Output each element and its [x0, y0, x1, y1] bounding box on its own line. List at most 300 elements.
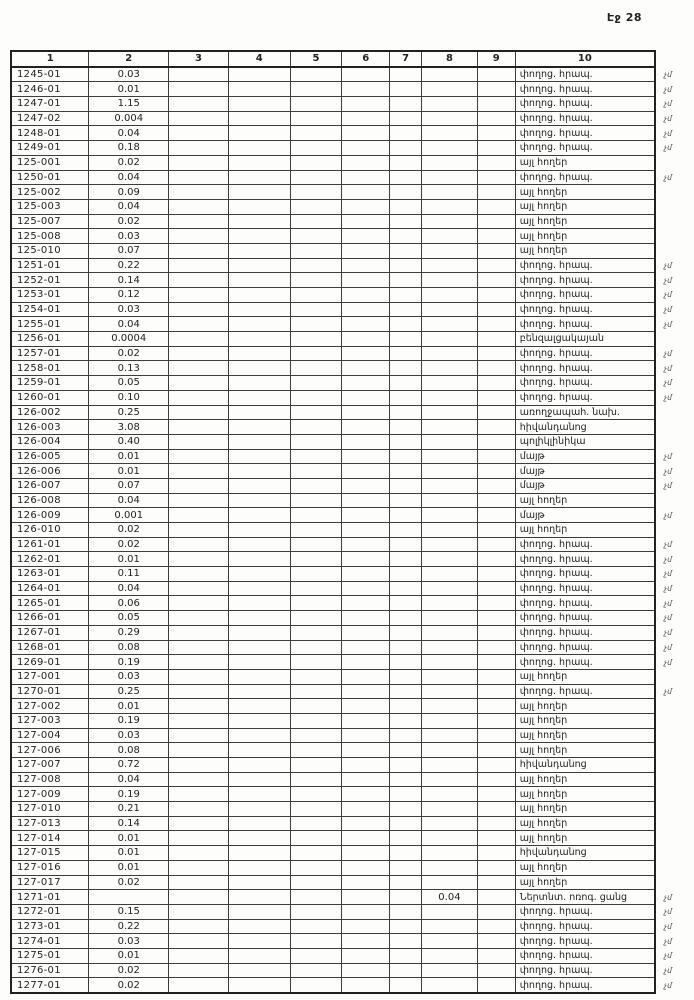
- table-row: [11, 449, 693, 464]
- margin-note: [655, 831, 693, 846]
- cell-area: 0.04: [89, 493, 169, 508]
- cell-col6: [342, 434, 390, 449]
- cell-area: 0.08: [89, 743, 169, 758]
- cell-col3: [169, 948, 229, 963]
- cell-col4: [228, 728, 290, 743]
- cell-col9: [477, 816, 515, 831]
- cell-land-category: փողոց. հրապ.: [515, 82, 655, 97]
- cell-col4: [228, 170, 290, 185]
- cell-col8: [422, 199, 478, 214]
- cell-col9: [477, 317, 515, 332]
- cell-area: 0.13: [89, 361, 169, 376]
- cell-parcel-code: 126-005: [11, 449, 89, 464]
- cell-col7: [390, 302, 422, 317]
- cell-land-category: հիվանդանոց: [515, 420, 655, 435]
- cell-col6: [342, 361, 390, 376]
- cell-col9: [477, 669, 515, 684]
- cell-col3: [169, 199, 229, 214]
- cell-col4: [228, 405, 290, 420]
- cell-col4: [228, 199, 290, 214]
- cell-col8: [422, 978, 478, 993]
- cell-col3: [169, 449, 229, 464]
- margin-note: [655, 405, 693, 420]
- cell-parcel-code: 1266-01: [11, 611, 89, 626]
- cell-col8: [422, 302, 478, 317]
- cell-col7: [390, 904, 422, 919]
- cell-col6: [342, 243, 390, 258]
- cell-area: 0.04: [89, 317, 169, 332]
- cell-col7: [390, 772, 422, 787]
- column-header: 8: [422, 51, 478, 67]
- cell-land-category: փողոց. հրապ.: [515, 376, 655, 391]
- cell-parcel-code: 1251-01: [11, 258, 89, 273]
- cell-col8: [422, 185, 478, 200]
- cell-col6: [342, 199, 390, 214]
- cell-parcel-code: 126-009: [11, 508, 89, 523]
- cell-col7: [390, 596, 422, 611]
- cell-col6: [342, 111, 390, 126]
- cell-parcel-code: 1248-01: [11, 126, 89, 141]
- cell-col3: [169, 420, 229, 435]
- cell-col4: [228, 963, 290, 978]
- margin-note: չմ: [664, 128, 672, 138]
- cell-col8: [422, 82, 478, 97]
- cell-col6: [342, 860, 390, 875]
- cell-land-category: փողոց. հրապ.: [515, 567, 655, 582]
- cell-col7: [390, 963, 422, 978]
- cell-col8: [422, 449, 478, 464]
- cell-col9: [477, 214, 515, 229]
- margin-note: չմ: [664, 275, 672, 285]
- cell-col6: [342, 802, 390, 817]
- cell-col5: [290, 802, 342, 817]
- cell-col3: [169, 611, 229, 626]
- cell-col3: [169, 82, 229, 97]
- cell-col3: [169, 831, 229, 846]
- cell-land-category: այլ հողեր: [515, 772, 655, 787]
- cell-land-category: առողջապահ. նախ.: [515, 405, 655, 420]
- cell-col3: [169, 699, 229, 714]
- cell-land-category: մայթ: [515, 508, 655, 523]
- cell-col5: [290, 111, 342, 126]
- cell-col9: [477, 273, 515, 288]
- cell-col3: [169, 185, 229, 200]
- cell-col6: [342, 214, 390, 229]
- cell-col4: [228, 552, 290, 567]
- table-row: [11, 170, 693, 185]
- cell-col6: [342, 831, 390, 846]
- cell-col8: [422, 332, 478, 347]
- cell-area: 0.05: [89, 611, 169, 626]
- margin-note: չմ: [664, 657, 672, 667]
- column-header: 5: [290, 51, 342, 67]
- cell-area: 0.04: [89, 581, 169, 596]
- cell-col7: [390, 464, 422, 479]
- cell-col9: [477, 699, 515, 714]
- cell-col6: [342, 890, 390, 905]
- cell-col6: [342, 758, 390, 773]
- cell-col8: [422, 875, 478, 890]
- table-row: [11, 875, 693, 890]
- cell-area: [89, 890, 169, 905]
- cell-area: 0.19: [89, 713, 169, 728]
- cell-col6: [342, 611, 390, 626]
- header-row: [11, 51, 693, 67]
- cell-parcel-code: 125-003: [11, 199, 89, 214]
- cell-col7: [390, 758, 422, 773]
- cell-col7: [390, 111, 422, 126]
- cell-col5: [290, 288, 342, 303]
- cell-col9: [477, 390, 515, 405]
- cell-col3: [169, 523, 229, 538]
- cell-col8: [422, 478, 478, 493]
- cell-col5: [290, 170, 342, 185]
- margin-note: չմ: [664, 569, 672, 579]
- cell-col4: [228, 288, 290, 303]
- cell-col4: [228, 111, 290, 126]
- margin-note: չմ: [664, 114, 672, 124]
- cell-col5: [290, 229, 342, 244]
- cell-parcel-code: 1268-01: [11, 640, 89, 655]
- cell-area: 0.09: [89, 185, 169, 200]
- cell-col4: [228, 317, 290, 332]
- cell-land-category: փողոց. հրապ.: [515, 67, 655, 82]
- margin-note: [655, 758, 693, 773]
- cell-col7: [390, 890, 422, 905]
- page-number-label: Էջ 28: [606, 11, 642, 24]
- cell-col4: [228, 713, 290, 728]
- cell-parcel-code: 127-002: [11, 699, 89, 714]
- cell-parcel-code: 1253-01: [11, 288, 89, 303]
- cell-col8: [422, 523, 478, 538]
- cell-area: 0.22: [89, 919, 169, 934]
- table-row: [11, 802, 693, 817]
- table-row: [11, 743, 693, 758]
- cell-col5: [290, 126, 342, 141]
- cell-col6: [342, 332, 390, 347]
- margin-note: չմ: [664, 613, 672, 623]
- cell-land-category: այլ հողեր: [515, 831, 655, 846]
- margin-note: [655, 434, 693, 449]
- cell-col9: [477, 846, 515, 861]
- cell-land-category: այլ հողեր: [515, 860, 655, 875]
- cell-col8: [422, 640, 478, 655]
- cell-col7: [390, 728, 422, 743]
- margin-note: չմ: [664, 466, 672, 476]
- cell-area: 0.02: [89, 155, 169, 170]
- cell-col4: [228, 934, 290, 949]
- cell-land-category: այլ հողեր: [515, 743, 655, 758]
- cell-land-category: փողոց. հրապ.: [515, 552, 655, 567]
- cell-col7: [390, 948, 422, 963]
- cell-parcel-code: 1250-01: [11, 170, 89, 185]
- margin-note: [655, 199, 693, 214]
- cell-col5: [290, 611, 342, 626]
- cell-col3: [169, 934, 229, 949]
- cell-col6: [342, 655, 390, 670]
- table-row: [11, 625, 693, 640]
- cell-area: 0.01: [89, 552, 169, 567]
- margin-note: չմ: [664, 892, 672, 902]
- cell-col3: [169, 508, 229, 523]
- cell-col8: 0.04: [422, 890, 478, 905]
- cell-parcel-code: 1246-01: [11, 82, 89, 97]
- cell-col3: [169, 243, 229, 258]
- table-row: [11, 655, 693, 670]
- cell-col4: [228, 772, 290, 787]
- cell-parcel-code: 127-017: [11, 875, 89, 890]
- cell-parcel-code: 127-010: [11, 802, 89, 817]
- table-row: [11, 713, 693, 728]
- cell-col4: [228, 126, 290, 141]
- cell-col8: [422, 493, 478, 508]
- cell-land-category: փողոց. հրապ.: [515, 948, 655, 963]
- cell-col4: [228, 155, 290, 170]
- cell-col5: [290, 420, 342, 435]
- cell-col7: [390, 405, 422, 420]
- cell-col9: [477, 155, 515, 170]
- cell-area: 0.14: [89, 273, 169, 288]
- cell-col9: [477, 302, 515, 317]
- table-row: [11, 405, 693, 420]
- cell-col8: [422, 948, 478, 963]
- margin-note: [655, 802, 693, 817]
- cell-parcel-code: 126-007: [11, 478, 89, 493]
- margin-note: չմ: [664, 951, 672, 961]
- cell-land-category: այլ հողեր: [515, 493, 655, 508]
- table-row: [11, 860, 693, 875]
- cell-col8: [422, 581, 478, 596]
- cell-col7: [390, 684, 422, 699]
- cell-area: 0.10: [89, 390, 169, 405]
- column-header: 7: [390, 51, 422, 67]
- cell-parcel-code: 1262-01: [11, 552, 89, 567]
- cell-col3: [169, 111, 229, 126]
- cell-col4: [228, 67, 290, 82]
- cell-col3: [169, 802, 229, 817]
- cell-col5: [290, 963, 342, 978]
- cell-col9: [477, 625, 515, 640]
- margin-note: [655, 229, 693, 244]
- margin-note: [655, 875, 693, 890]
- table-row: [11, 816, 693, 831]
- cell-col3: [169, 141, 229, 156]
- cell-col7: [390, 611, 422, 626]
- cell-col5: [290, 97, 342, 112]
- cell-col9: [477, 478, 515, 493]
- cell-col8: [422, 214, 478, 229]
- cell-area: 0.22: [89, 258, 169, 273]
- cell-col5: [290, 390, 342, 405]
- cell-col7: [390, 787, 422, 802]
- cell-col5: [290, 743, 342, 758]
- cell-area: 0.001: [89, 508, 169, 523]
- cell-col9: [477, 860, 515, 875]
- cell-col7: [390, 97, 422, 112]
- table-row: [11, 846, 693, 861]
- cell-col3: [169, 596, 229, 611]
- cell-col5: [290, 596, 342, 611]
- cell-col8: [422, 758, 478, 773]
- cell-col6: [342, 273, 390, 288]
- cell-col6: [342, 185, 390, 200]
- cell-col5: [290, 185, 342, 200]
- cell-col6: [342, 772, 390, 787]
- cell-col5: [290, 875, 342, 890]
- table-row: [11, 111, 693, 126]
- cell-land-category: փողոց. հրապ.: [515, 170, 655, 185]
- table-row: [11, 493, 693, 508]
- cell-col5: [290, 302, 342, 317]
- cell-col3: [169, 684, 229, 699]
- cell-col9: [477, 199, 515, 214]
- cell-col4: [228, 508, 290, 523]
- cell-col5: [290, 537, 342, 552]
- cell-land-category: փողոց. հրապ.: [515, 684, 655, 699]
- cell-col8: [422, 963, 478, 978]
- table-row: [11, 273, 693, 288]
- cell-land-category: հիվանդանոց: [515, 758, 655, 773]
- margin-note: [655, 713, 693, 728]
- cell-land-category: փողոց. հրապ.: [515, 611, 655, 626]
- cell-area: 0.004: [89, 111, 169, 126]
- margin-note: [655, 155, 693, 170]
- cell-col5: [290, 890, 342, 905]
- cell-col5: [290, 816, 342, 831]
- cell-col7: [390, 390, 422, 405]
- cell-col6: [342, 875, 390, 890]
- cell-col4: [228, 97, 290, 112]
- margin-note: [655, 743, 693, 758]
- cell-col4: [228, 596, 290, 611]
- cell-col3: [169, 273, 229, 288]
- cell-col6: [342, 478, 390, 493]
- cell-col7: [390, 361, 422, 376]
- cell-parcel-code: 1270-01: [11, 684, 89, 699]
- cell-col5: [290, 772, 342, 787]
- cell-col5: [290, 758, 342, 773]
- cell-area: 0.02: [89, 978, 169, 993]
- cell-col5: [290, 376, 342, 391]
- cell-col9: [477, 919, 515, 934]
- cell-col3: [169, 376, 229, 391]
- cell-col7: [390, 846, 422, 861]
- cell-area: 0.02: [89, 214, 169, 229]
- cell-col8: [422, 141, 478, 156]
- cell-col3: [169, 229, 229, 244]
- cell-col8: [422, 97, 478, 112]
- cell-col9: [477, 802, 515, 817]
- cell-col5: [290, 405, 342, 420]
- table-row: [11, 523, 693, 538]
- cell-col5: [290, 243, 342, 258]
- cell-area: 0.02: [89, 875, 169, 890]
- cell-parcel-code: 127-015: [11, 846, 89, 861]
- cell-col3: [169, 346, 229, 361]
- table-row: [11, 890, 693, 905]
- cell-land-category: այլ հողեր: [515, 875, 655, 890]
- cell-col6: [342, 596, 390, 611]
- cell-col8: [422, 111, 478, 126]
- cell-col6: [342, 948, 390, 963]
- cell-area: 0.01: [89, 860, 169, 875]
- cell-area: 0.40: [89, 434, 169, 449]
- cell-col3: [169, 478, 229, 493]
- cell-col7: [390, 860, 422, 875]
- table-row: [11, 508, 693, 523]
- cell-area: 0.21: [89, 802, 169, 817]
- cell-parcel-code: 1249-01: [11, 141, 89, 156]
- cell-col4: [228, 478, 290, 493]
- cell-col5: [290, 82, 342, 97]
- cell-col3: [169, 758, 229, 773]
- cell-col9: [477, 332, 515, 347]
- cell-land-category: այլ հողեր: [515, 699, 655, 714]
- column-header: 10: [515, 51, 655, 67]
- cell-parcel-code: 1276-01: [11, 963, 89, 978]
- cell-col9: [477, 611, 515, 626]
- cell-parcel-code: 1254-01: [11, 302, 89, 317]
- cell-col5: [290, 846, 342, 861]
- margin-note: [655, 816, 693, 831]
- cell-area: 0.19: [89, 787, 169, 802]
- cell-col7: [390, 493, 422, 508]
- cell-col8: [422, 684, 478, 699]
- cell-col4: [228, 420, 290, 435]
- cell-col8: [422, 346, 478, 361]
- table-row: [11, 229, 693, 244]
- cell-col3: [169, 126, 229, 141]
- column-header: 6: [342, 51, 390, 67]
- cell-area: 0.01: [89, 464, 169, 479]
- cell-col6: [342, 919, 390, 934]
- cell-col8: [422, 537, 478, 552]
- cell-col9: [477, 405, 515, 420]
- cell-col9: [477, 890, 515, 905]
- table-row: [11, 434, 693, 449]
- cell-area: 0.01: [89, 449, 169, 464]
- cell-parcel-code: 1257-01: [11, 346, 89, 361]
- cell-land-category: այլ հողեր: [515, 713, 655, 728]
- cell-parcel-code: 1263-01: [11, 567, 89, 582]
- cell-col5: [290, 713, 342, 728]
- cell-parcel-code: 1247-02: [11, 111, 89, 126]
- cell-col8: [422, 317, 478, 332]
- cell-col7: [390, 346, 422, 361]
- cell-col9: [477, 126, 515, 141]
- cell-area: 0.14: [89, 816, 169, 831]
- cell-col5: [290, 904, 342, 919]
- table-row: [11, 126, 693, 141]
- cell-col6: [342, 97, 390, 112]
- cell-area: 3.08: [89, 420, 169, 435]
- margin-note: [655, 332, 693, 347]
- cell-col3: [169, 625, 229, 640]
- cell-col4: [228, 214, 290, 229]
- margin-note: չմ: [664, 907, 672, 917]
- table-row: [11, 141, 693, 156]
- margin-note: չմ: [664, 172, 672, 182]
- table-row: [11, 478, 693, 493]
- margin-note: չմ: [664, 540, 672, 550]
- cell-area: 0.12: [89, 288, 169, 303]
- margin-column-spacer: [655, 51, 693, 67]
- cell-col4: [228, 302, 290, 317]
- cell-col3: [169, 875, 229, 890]
- margin-note: չմ: [664, 921, 672, 931]
- cell-area: 0.05: [89, 376, 169, 391]
- cell-col3: [169, 537, 229, 552]
